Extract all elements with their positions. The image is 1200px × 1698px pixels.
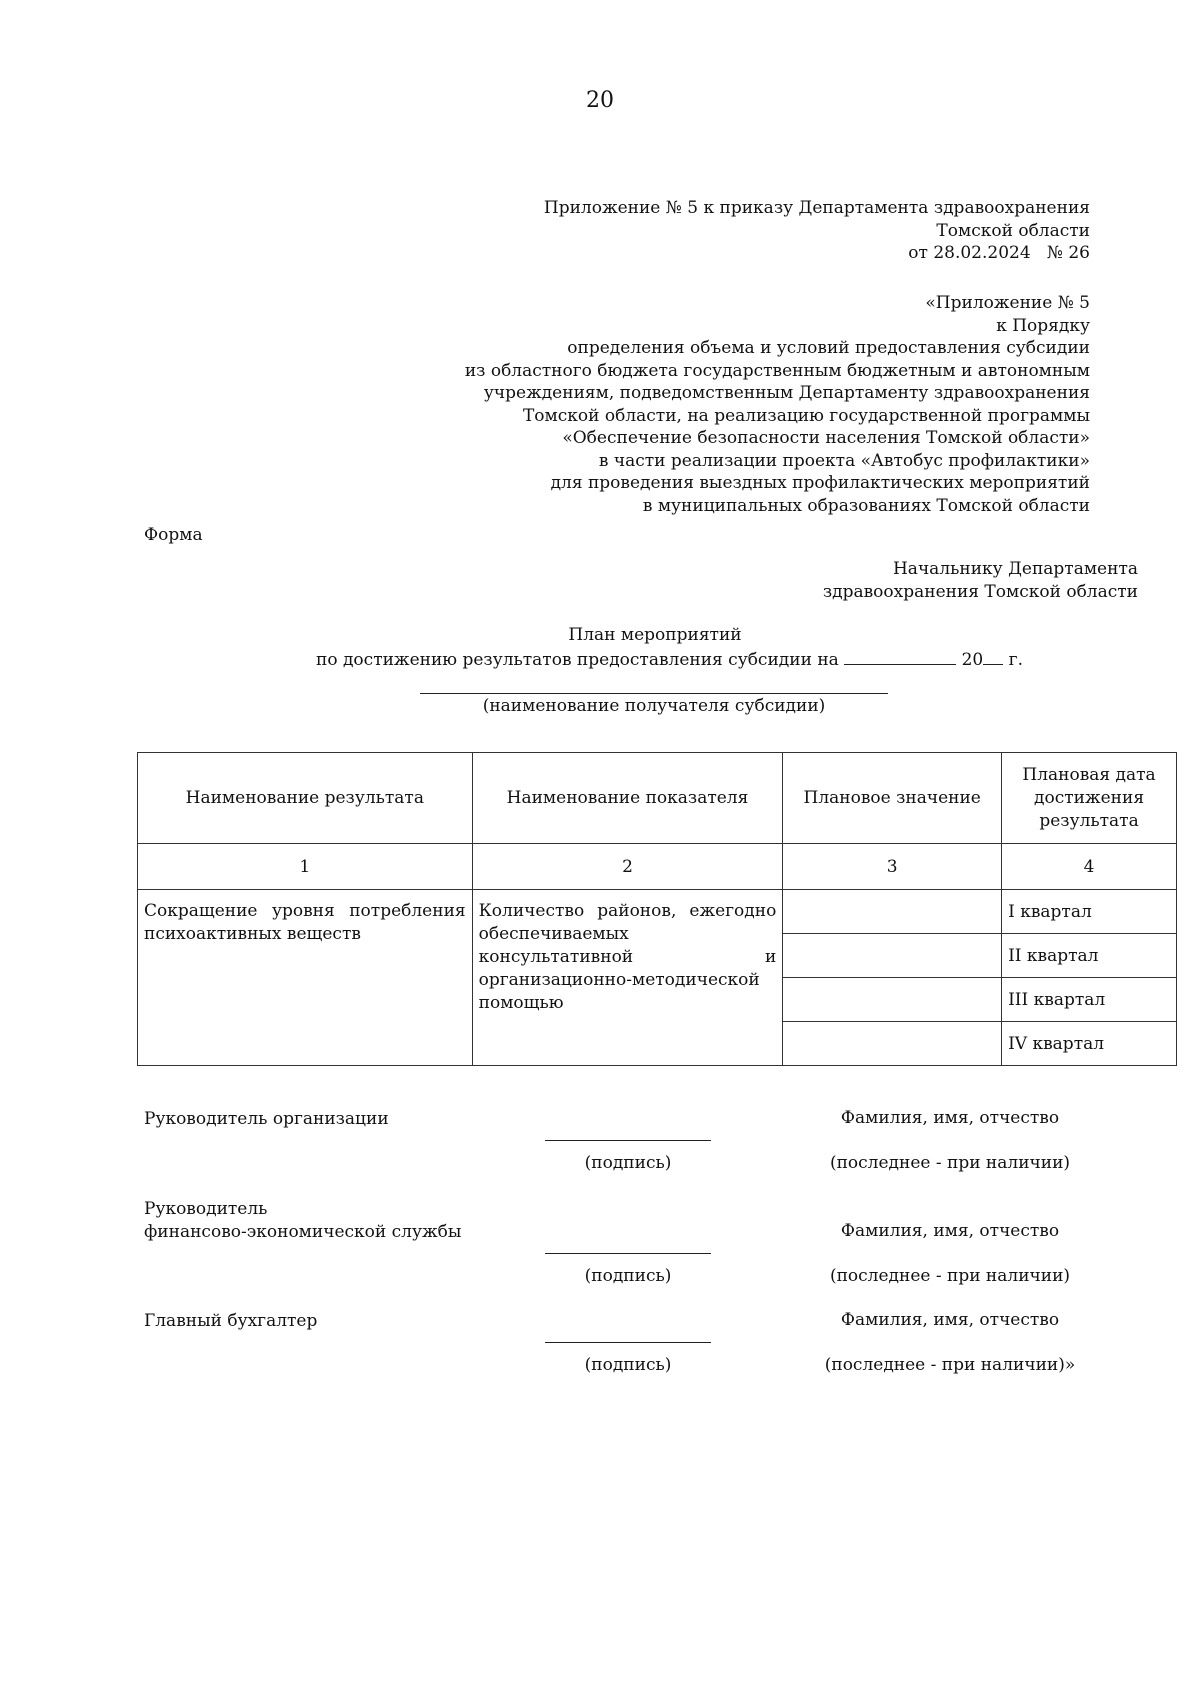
quarter-cell: I квартал xyxy=(1002,890,1177,934)
result-name-cell: Сокращение уровня потребления психоактивных веществ xyxy=(138,890,473,1066)
form-label: Форма xyxy=(144,525,203,545)
year-prefix: 20 xyxy=(961,650,984,670)
signature-caption: (подпись) xyxy=(584,1266,672,1286)
sub-appendix-line: «Обеспечение безопасности населения Томской области» xyxy=(562,428,1090,448)
header-planned-value: Плановое значение xyxy=(783,753,1002,844)
signature-line[interactable] xyxy=(545,1253,711,1254)
plan-subtitle xyxy=(316,648,1023,670)
sub-appendix-line: к Порядку xyxy=(996,315,1090,336)
signatory-role-line: Руководитель xyxy=(144,1199,268,1219)
signatory-role xyxy=(144,1198,461,1244)
appendix-line: Томской области xyxy=(936,220,1090,241)
header-result-name: Наименование результата xyxy=(138,753,473,844)
column-number: 3 xyxy=(783,844,1002,890)
sub-appendix-header xyxy=(465,292,1090,517)
signature-caption: (подпись) xyxy=(584,1355,672,1375)
appendix-line: Приложение № 5 к приказу Департамента здравоохранения xyxy=(543,198,1090,218)
fio-label: Фамилия, имя, отчество xyxy=(840,1310,1060,1330)
column-number: 4 xyxy=(1002,844,1177,890)
signatory-role: Главный бухгалтер xyxy=(144,1311,318,1331)
header-indicator-name: Наименование показателя xyxy=(472,753,783,844)
planned-value-cell[interactable] xyxy=(783,890,1002,934)
fio-label: Фамилия, имя, отчество xyxy=(840,1221,1060,1241)
plan-table xyxy=(137,752,1177,1066)
fio-caption: (последнее - при наличии) xyxy=(829,1153,1071,1173)
fio-label: Фамилия, имя, отчество xyxy=(840,1108,1060,1128)
planned-value-cell[interactable] xyxy=(783,934,1002,978)
date-blank-field[interactable] xyxy=(844,648,956,665)
sub-appendix-line: учреждениям, подведомственным Департаменту здравоохранения xyxy=(483,383,1090,403)
sub-appendix-line: для проведения выездных профилактических мероприятий xyxy=(550,473,1090,493)
sub-appendix-line: из областного бюджета государственным бюджетным и автономным xyxy=(464,360,1090,381)
fio-caption: (последнее - при наличии) xyxy=(829,1266,1071,1286)
sub-appendix-line: в части реализации проекта «Автобус профилактики» xyxy=(598,450,1090,471)
quarter-cell: III квартал xyxy=(1002,978,1177,1022)
signature-caption: (подпись) xyxy=(584,1153,672,1173)
year-blank-field[interactable] xyxy=(983,648,1003,665)
plan-subtitle-text: по достижению результатов предоставления субсидии на xyxy=(316,650,839,670)
signatory-role: Руководитель организации xyxy=(144,1109,389,1129)
addressee-line: здравоохранения Томской области xyxy=(822,582,1138,602)
sub-appendix-line: Томской области, на реализацию государственной программы xyxy=(522,405,1090,426)
addressee xyxy=(823,558,1138,604)
page-number: 20 xyxy=(586,88,614,113)
sub-appendix-line: определения объема и условий предоставления субсидии xyxy=(567,338,1090,358)
planned-value-cell[interactable] xyxy=(783,1022,1002,1066)
appendix-line: от 28.02.2024 № 26 xyxy=(908,243,1090,263)
header-planned-date: Плановая дата достижения результата xyxy=(1002,753,1177,844)
sub-appendix-line: «Приложение № 5 xyxy=(925,293,1090,313)
column-number: 1 xyxy=(138,844,473,890)
signature-line[interactable] xyxy=(545,1140,711,1141)
addressee-line: Начальнику Департамента xyxy=(892,559,1138,579)
recipient-name-line[interactable] xyxy=(420,693,888,694)
year-suffix: г. xyxy=(1008,650,1023,670)
indicator-name-cell: Количество районов, ежегодно обеспечиваемых консультативной и организационно-методической помощью xyxy=(472,890,783,1066)
plan-title: План мероприятий xyxy=(568,625,742,645)
appendix-header xyxy=(544,197,1090,265)
planned-value-cell[interactable] xyxy=(783,978,1002,1022)
signatory-role-line: финансово-экономической службы xyxy=(144,1222,462,1242)
fio-caption: (последнее - при наличии)» xyxy=(824,1355,1076,1375)
recipient-caption: (наименование получателя субсидии) xyxy=(482,696,826,716)
quarter-cell: IV квартал xyxy=(1002,1022,1177,1066)
signature-line[interactable] xyxy=(545,1342,711,1343)
sub-appendix-line: в муниципальных образованиях Томской области xyxy=(642,495,1090,516)
quarter-cell: II квартал xyxy=(1002,934,1177,978)
column-number: 2 xyxy=(472,844,783,890)
